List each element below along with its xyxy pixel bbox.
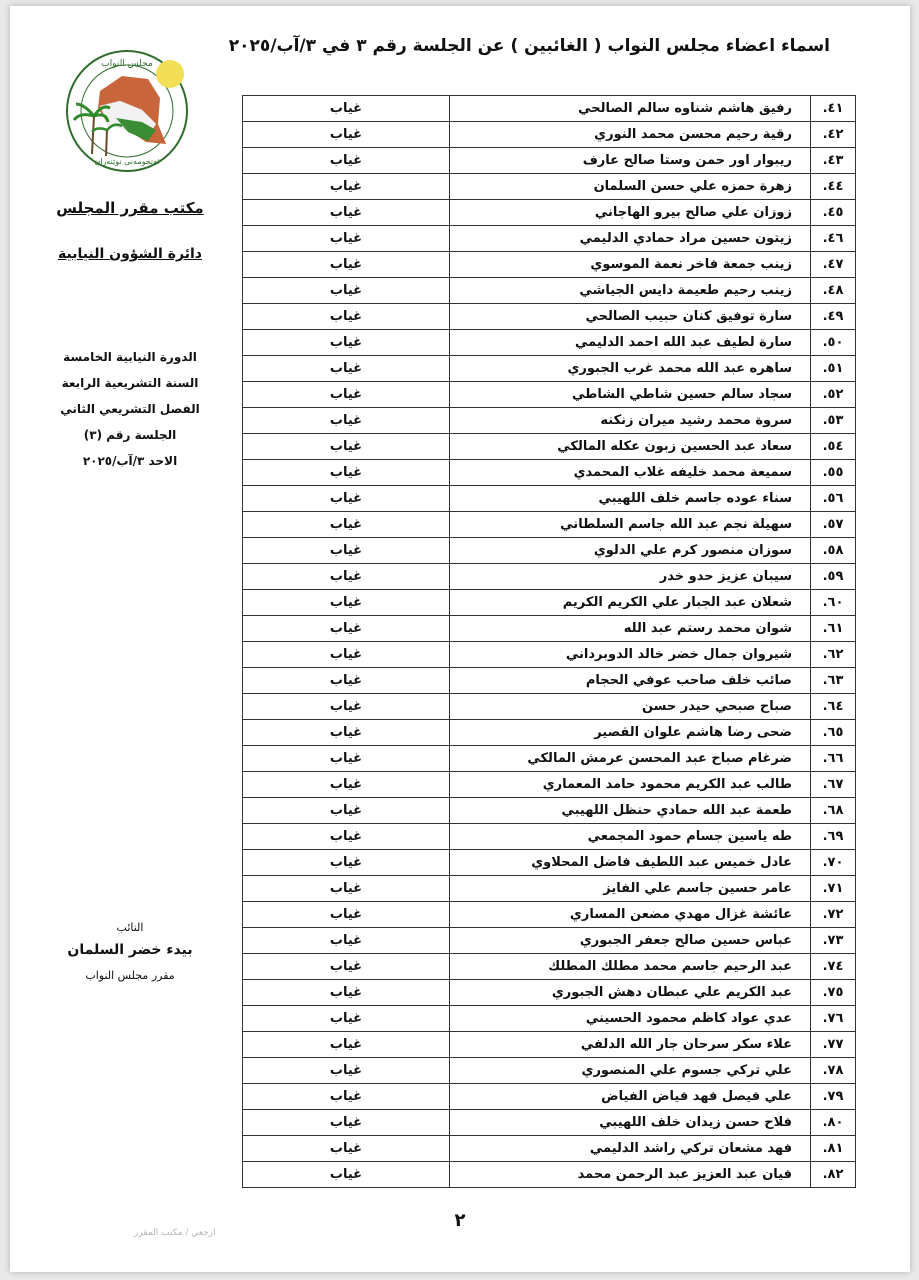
table-row [243,798,856,824]
table-row [243,824,856,850]
status-cell: غياب [243,382,450,408]
member-name: سارة توفيق كنان حبيب الصالحي [450,304,811,330]
row-number: ٧٨. [811,1058,856,1084]
session-line: الدورة النيابية الخامسة [63,350,197,364]
table-row [243,590,856,616]
row-number: ٥١. [811,356,856,382]
table-row [243,1006,856,1032]
status-cell: غياب [243,1084,450,1110]
member-name: سيبان عزيز حدو خدر [450,564,811,590]
row-number: ٥٢. [811,382,856,408]
table-row [243,746,856,772]
status-cell: غياب [243,616,450,642]
member-name: سعاد عبد الحسين زبون عكله المالكي [450,434,811,460]
member-name: طه ياسين جسام حمود المجمعي [450,824,811,850]
table-row [243,668,856,694]
member-name: طعمة عبد الله حمادي حنظل اللهيبي [450,798,811,824]
table-row [243,330,856,356]
table-row [243,1032,856,1058]
row-number: ٤٢. [811,122,856,148]
row-number: ٦٣. [811,668,856,694]
row-number: ٦٦. [811,746,856,772]
row-number: ٥٠. [811,330,856,356]
member-name: شيروان جمال خضر خالد الدوبرداني [450,642,811,668]
row-number: ٥٥. [811,460,856,486]
row-number: ٥٣. [811,408,856,434]
signature-name: بيدء خضر السلمان [67,942,193,958]
row-number: ٥٨. [811,538,856,564]
member-name: سروة محمد رشيد ميران زنكنه [450,408,811,434]
signature-title: مقرر مجلس النواب [85,969,175,982]
member-name: زهرة حمزه علي حسن السلمان [450,174,811,200]
row-number: ٧٩. [811,1084,856,1110]
table-row [243,1058,856,1084]
table-row [243,122,856,148]
member-name: طالب عبد الكريم محمود حامد المعماري [450,772,811,798]
status-cell: غياب [243,96,450,122]
member-name: شعلان عبد الجبار علي الكريم الكريم [450,590,811,616]
logo-bottom-text: ئەنجومەنی نوێنەران [94,157,160,166]
row-number: ٧٧. [811,1032,856,1058]
status-cell: غياب [243,356,450,382]
status-cell: غياب [243,1032,450,1058]
member-name: رقية رحيم محسن محمد النوري [450,122,811,148]
logo-top-text: مجلس النواب [101,59,153,69]
status-cell: غياب [243,148,450,174]
status-cell: غياب [243,1006,450,1032]
table-row [243,460,856,486]
status-cell: غياب [243,850,450,876]
status-cell: غياب [243,1058,450,1084]
status-cell: غياب [243,902,450,928]
watermark-text: ارجعي / مكتب المقرر [134,1228,216,1238]
row-number: ٤٤. [811,174,856,200]
status-cell: غياب [243,330,450,356]
row-number: ٨٢. [811,1162,856,1188]
session-info [30,344,230,474]
row-number: ٤١. [811,96,856,122]
row-number: ٥٤. [811,434,856,460]
member-name: سهيلة نجم عبد الله جاسم السلطاني [450,512,811,538]
parliament-logo [62,46,192,176]
table-row [243,902,856,928]
member-name: عباس حسين صالح جعفر الجبوري [450,928,811,954]
member-name: زينب جمعة فاخر نعمة الموسوي [450,252,811,278]
row-number: ٧١. [811,876,856,902]
member-name: فيان عبد العزيز عبد الرحمن محمد [450,1162,811,1188]
row-number: ٧٦. [811,1006,856,1032]
office-name: مكتب مقرر المجلس [56,199,204,217]
row-number: ٤٣. [811,148,856,174]
row-number: ٤٧. [811,252,856,278]
table-row [243,954,856,980]
status-cell: غياب [243,876,450,902]
row-number: ٦٩. [811,824,856,850]
table-row [243,200,856,226]
member-name: ضحى رضا هاشم علوان القصير [450,720,811,746]
member-name: عدي عواد كاظم محمود الحسيني [450,1006,811,1032]
status-cell: غياب [243,1110,450,1136]
status-cell: غياب [243,434,450,460]
status-cell: غياب [243,746,450,772]
absentees-table [242,95,856,1188]
table-row [243,876,856,902]
status-cell: غياب [243,122,450,148]
member-name: عبد الرحيم جاسم محمد مطلك المطلك [450,954,811,980]
member-name: صائب خلف صاحب عوفي الحجام [450,668,811,694]
signature-block [30,918,230,990]
table-row [243,564,856,590]
table-row [243,304,856,330]
table-row [243,252,856,278]
table-row [243,486,856,512]
session-line: الفصل التشريعي الثاني [60,402,200,416]
member-name: عادل خميس عبد اللطيف فاضل المحلاوي [450,850,811,876]
status-cell: غياب [243,668,450,694]
row-number: ٦٠. [811,590,856,616]
table-row [243,356,856,382]
member-name: ساهره عبد الله محمد غرب الجبوري [450,356,811,382]
row-number: ٨٠. [811,1110,856,1136]
status-cell: غياب [243,720,450,746]
member-name: عامر حسين جاسم علي الفايز [450,876,811,902]
row-number: ٤٦. [811,226,856,252]
status-cell: غياب [243,1162,450,1188]
status-cell: غياب [243,460,450,486]
session-line: الاحد ٣/آب/٢٠٢٥ [82,454,178,468]
document-title: اسماء اعضاء مجلس النواب ( الغائبين ) عن الجلسة رقم ٣ في ٣/آب/٢٠٢٥ [228,36,830,56]
row-number: ٦٥. [811,720,856,746]
status-cell: غياب [243,1136,450,1162]
signature-role: النائب [116,921,144,934]
table-row [243,616,856,642]
member-name: ضرغام صباح عبد المحسن عرمش المالكي [450,746,811,772]
row-number: ٧٤. [811,954,856,980]
row-number: ٧٥. [811,980,856,1006]
page-number: ٢ [454,1210,466,1231]
row-number: ٦٧. [811,772,856,798]
row-number: ٤٥. [811,200,856,226]
member-name: زينب رحيم طعيمة دايس الجياشي [450,278,811,304]
table-row [243,1162,856,1188]
status-cell: غياب [243,486,450,512]
member-name: علي فيصل فهد فياض الفياض [450,1084,811,1110]
table-row [243,928,856,954]
row-number: ٨١. [811,1136,856,1162]
row-number: ٦٤. [811,694,856,720]
member-name: سجاد سالم حسين شاطي الشاطي [450,382,811,408]
row-number: ٤٩. [811,304,856,330]
row-number: ٦٨. [811,798,856,824]
status-cell: غياب [243,928,450,954]
member-name: زوزان علي صالح بيرو الهاجاني [450,200,811,226]
session-line: السنة التشريعية الرابعة [61,376,199,390]
member-name: عبد الكريم علي عبطان دهش الجبوري [450,980,811,1006]
table-row [243,382,856,408]
document-page [10,6,910,1272]
member-name: شوان محمد رستم عبد الله [450,616,811,642]
table-row [243,174,856,200]
status-cell: غياب [243,538,450,564]
row-number: ٧٢. [811,902,856,928]
status-cell: غياب [243,174,450,200]
status-cell: غياب [243,564,450,590]
table-row [243,694,856,720]
table-row [243,408,856,434]
table-row [243,642,856,668]
row-number: ٥٩. [811,564,856,590]
table-row [243,772,856,798]
table-row [243,850,856,876]
member-name: سميعة محمد خليفه غلاب المحمدي [450,460,811,486]
member-name: عائشة غزال مهدي مضعن المساري [450,902,811,928]
status-cell: غياب [243,408,450,434]
table-row [243,278,856,304]
status-cell: غياب [243,278,450,304]
status-cell: غياب [243,772,450,798]
status-cell: غياب [243,642,450,668]
status-cell: غياب [243,980,450,1006]
status-cell: غياب [243,304,450,330]
member-name: علي تركي جسوم علي المنصوري [450,1058,811,1084]
row-number: ٤٨. [811,278,856,304]
row-number: ٧٠. [811,850,856,876]
member-name: زيتون حسين مراد حمادي الدليمي [450,226,811,252]
member-name: ريبوار اور حمن وستا صالح عارف [450,148,811,174]
member-name: سناء عوده جاسم خلف اللهيبي [450,486,811,512]
status-cell: غياب [243,590,450,616]
member-name: فلاح حسن زيدان خلف اللهيبي [450,1110,811,1136]
status-cell: غياب [243,512,450,538]
status-cell: غياب [243,954,450,980]
member-name: سوزان منصور كرم علي الدلوي [450,538,811,564]
table-row [243,96,856,122]
row-number: ٧٣. [811,928,856,954]
status-cell: غياب [243,252,450,278]
row-number: ٦١. [811,616,856,642]
member-name: سارة لطيف عبد الله احمد الدليمي [450,330,811,356]
table-row [243,1136,856,1162]
table-row [243,512,856,538]
table-row [243,980,856,1006]
status-cell: غياب [243,694,450,720]
status-cell: غياب [243,824,450,850]
member-name: علاء سكر سرحان جار الله الدلفي [450,1032,811,1058]
status-cell: غياب [243,200,450,226]
member-name: فهد مشعان تركي راشد الدليمي [450,1136,811,1162]
table-row [243,1110,856,1136]
row-number: ٦٢. [811,642,856,668]
table-row [243,226,856,252]
table-row [243,148,856,174]
session-line: الجلسة رقم (٣) [83,428,177,442]
department-name: دائرة الشؤون النيابية [58,246,202,262]
status-cell: غياب [243,798,450,824]
table-row [243,434,856,460]
row-number: ٥٦. [811,486,856,512]
row-number: ٥٧. [811,512,856,538]
table-row [243,538,856,564]
member-name: صباح صبحي حيدر حسن [450,694,811,720]
table-row [243,1084,856,1110]
table-row [243,720,856,746]
status-cell: غياب [243,226,450,252]
member-name: رفيق هاشم شناوه سالم الصالحي [450,96,811,122]
